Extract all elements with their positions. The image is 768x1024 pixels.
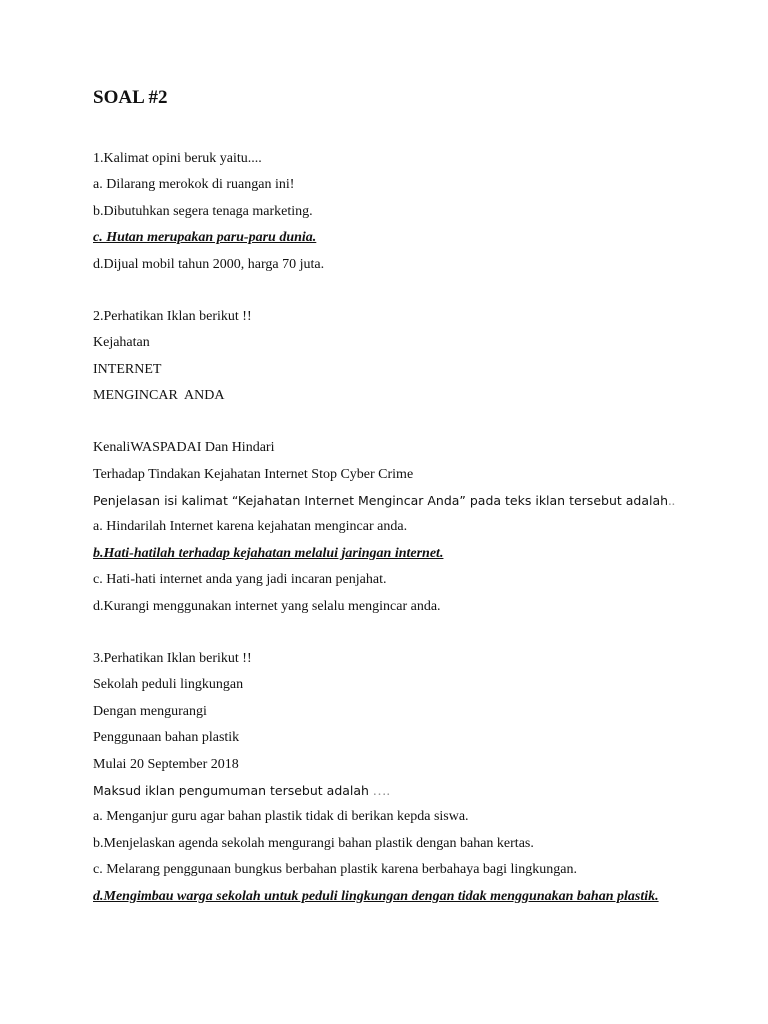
q2-prompt bbox=[93, 492, 675, 511]
q1-option-c-answer: c. Hutan merupakan paru-paru dunia. bbox=[93, 230, 317, 245]
q2-ad-line-4: KenaliWASPADAI Dan Hindari bbox=[93, 440, 275, 455]
q3-ad-line-1: Sekolah peduli lingkungan bbox=[93, 677, 244, 692]
q2-prompt-text: Penjelasan isi kalimat “Kejahatan Internet Mengincar Anda” pada teks iklan tersebut adalah bbox=[93, 493, 669, 508]
q2-ad-line-2: INTERNET bbox=[93, 362, 162, 377]
q3-prompt-dots: …. bbox=[368, 784, 390, 799]
q1-option-a: a. Dilarang merokok di ruangan ini! bbox=[93, 177, 295, 192]
q2-option-c: c. Hati-hati internet anda yang jadi incaran penjahat. bbox=[93, 572, 387, 587]
q1-option-b: b.Dibutuhkan segera tenaga marketing. bbox=[93, 204, 313, 219]
q3-option-b: b.Menjelaskan agenda sekolah mengurangi bahan plastik dengan bahan kertas. bbox=[93, 836, 534, 851]
q2-option-a: a. Hindarilah Internet karena kejahatan mengincar anda. bbox=[93, 519, 408, 534]
q3-question: 3.Perhatikan Iklan berikut !! bbox=[93, 651, 252, 666]
page-title: SOAL #2 bbox=[93, 87, 168, 108]
q1-option-d: d.Dijual mobil tahun 2000, harga 70 juta. bbox=[93, 257, 325, 272]
q3-option-d-answer: d.Mengimbau warga sekolah untuk peduli lingkungan dengan tidak menggunakan bahan plastik. bbox=[93, 889, 659, 904]
q3-ad-line-2: Dengan mengurangi bbox=[93, 704, 207, 719]
q2-ad-line-1: Kejahatan bbox=[93, 335, 150, 350]
q3-ad-line-3: Penggunaan bahan plastik bbox=[93, 730, 240, 745]
q3-prompt-text: Maksud iklan pengumuman tersebut adalah bbox=[93, 783, 369, 798]
q2-ad-line-3: MENGINCAR ANDA bbox=[93, 388, 225, 403]
q2-ad-line-5: Terhadap Tindakan Kejahatan Internet Stop Cyber Crime bbox=[93, 467, 414, 482]
q3-prompt bbox=[93, 782, 390, 801]
q1-question: 1.Kalimat opini beruk yaitu.... bbox=[93, 151, 262, 166]
q3-ad-line-4: Mulai 20 September 2018 bbox=[93, 757, 239, 772]
q2-option-b-answer: b.Hati-hatilah terhadap kejahatan melalui jaringan internet. bbox=[93, 546, 444, 561]
q3-option-a: a. Menganjur guru agar bahan plastik tidak di berikan kepda siswa. bbox=[93, 809, 469, 824]
q2-option-d: d.Kurangi menggunakan internet yang selalu mengincar anda. bbox=[93, 599, 441, 614]
q2-question: 2.Perhatikan Iklan berikut !! bbox=[93, 309, 252, 324]
q2-prompt-dots: .. bbox=[668, 494, 676, 509]
q3-option-c: c. Melarang penggunaan bungkus berbahan plastik karena berbahaya bagi lingkungan. bbox=[93, 862, 577, 877]
